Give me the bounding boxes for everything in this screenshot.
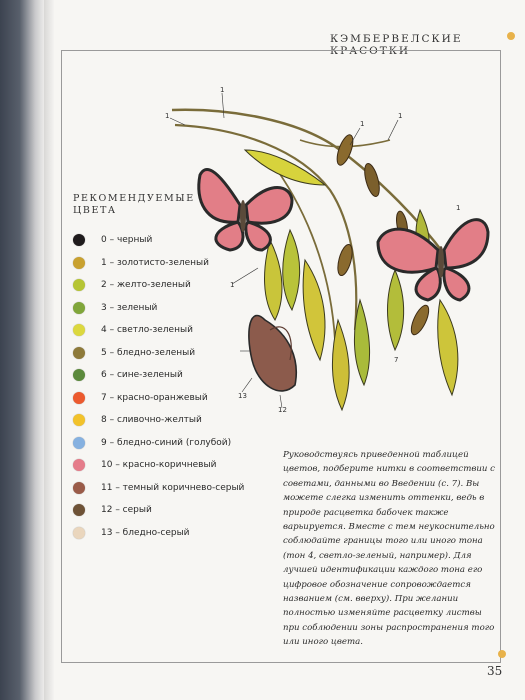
color-label: 10 – красно-коричневый [101,460,217,471]
color-label: 0 – черный [101,235,153,246]
color-label: 12 – серый [101,505,152,516]
color-item [70,499,244,522]
illustration-label: 1 [220,86,225,94]
color-label: 2 – желто-зеленый [101,280,191,291]
illustration-label: 1 [456,204,461,212]
color-swatch [73,257,85,269]
illustration-label: 13 [238,392,247,400]
color-swatch [73,482,85,494]
illustration-label: 7 [394,356,399,364]
color-item [70,477,244,500]
instruction-text: Руководствуясь приведенной таблицей цветов, подберите нитки в соответствии с советами, данными во Введении (с. 7). Вы можете слегка изменить оттенки, ведь в природе расцветка бабочек также варьируется. Вместе с тем неукоснительно соблюдайте границы того или иного тона (тон 4, светло-зеленый, например). Для лучшей идентификации каждого тона его цифровое обозначение сопровождается названием (см. вверху). При желании полностью изменяйте расцветку листвы при соблюдении зоны распространения того или иного цвета. [283,450,495,648]
color-item [70,432,244,455]
color-item [70,319,244,342]
color-item [70,229,244,252]
color-swatch [73,369,85,381]
color-label: 13 – бледно-серый [101,527,190,538]
color-item [70,454,244,477]
color-swatch [73,414,85,426]
color-label: 7 – красно-оранжевый [101,392,208,403]
color-item [70,364,244,387]
color-label: 8 – сливочно-желтый [101,415,202,426]
color-swatch [73,527,85,539]
illustration-label: 1 [360,120,365,128]
color-legend [70,229,244,544]
color-swatch [73,302,85,314]
color-label: 6 – сине-зеленый [101,370,183,381]
footer-dot [498,650,506,658]
color-swatch [73,347,85,359]
color-item [70,252,244,275]
color-swatch [73,459,85,471]
illustration-label: 1 [165,112,170,120]
color-item [70,274,244,297]
color-swatch [73,437,85,449]
color-label: 1 – золотисто-зеленый [101,257,209,268]
color-label: 9 – бледно-синий (голубой) [101,437,232,448]
color-swatch [73,279,85,291]
color-item [70,297,244,320]
color-item [70,342,244,365]
page-number: 35 [487,664,503,678]
illustration-label: 1 [230,281,235,289]
color-item [70,409,244,432]
running-header: КЭМБЕРВЕЛСКИЕ КРАСОТКИ [330,33,463,57]
color-item [70,387,244,410]
illustration-label: 12 [278,406,287,414]
color-swatch [73,392,85,404]
color-label: 11 – темный коричнево-серый [101,482,245,493]
color-label: 5 – бледно-зеленый [101,347,196,358]
legend-title: РЕКОМЕНДУЕМЫЕ ЦВЕТА [73,193,195,216]
color-swatch [73,324,85,336]
color-swatch [73,504,85,516]
color-label: 4 – светло-зеленый [101,325,193,336]
color-item [70,522,244,545]
color-swatch [73,234,85,246]
illustration-label: 1 [398,112,403,120]
color-label: 3 – зеленый [101,302,158,313]
